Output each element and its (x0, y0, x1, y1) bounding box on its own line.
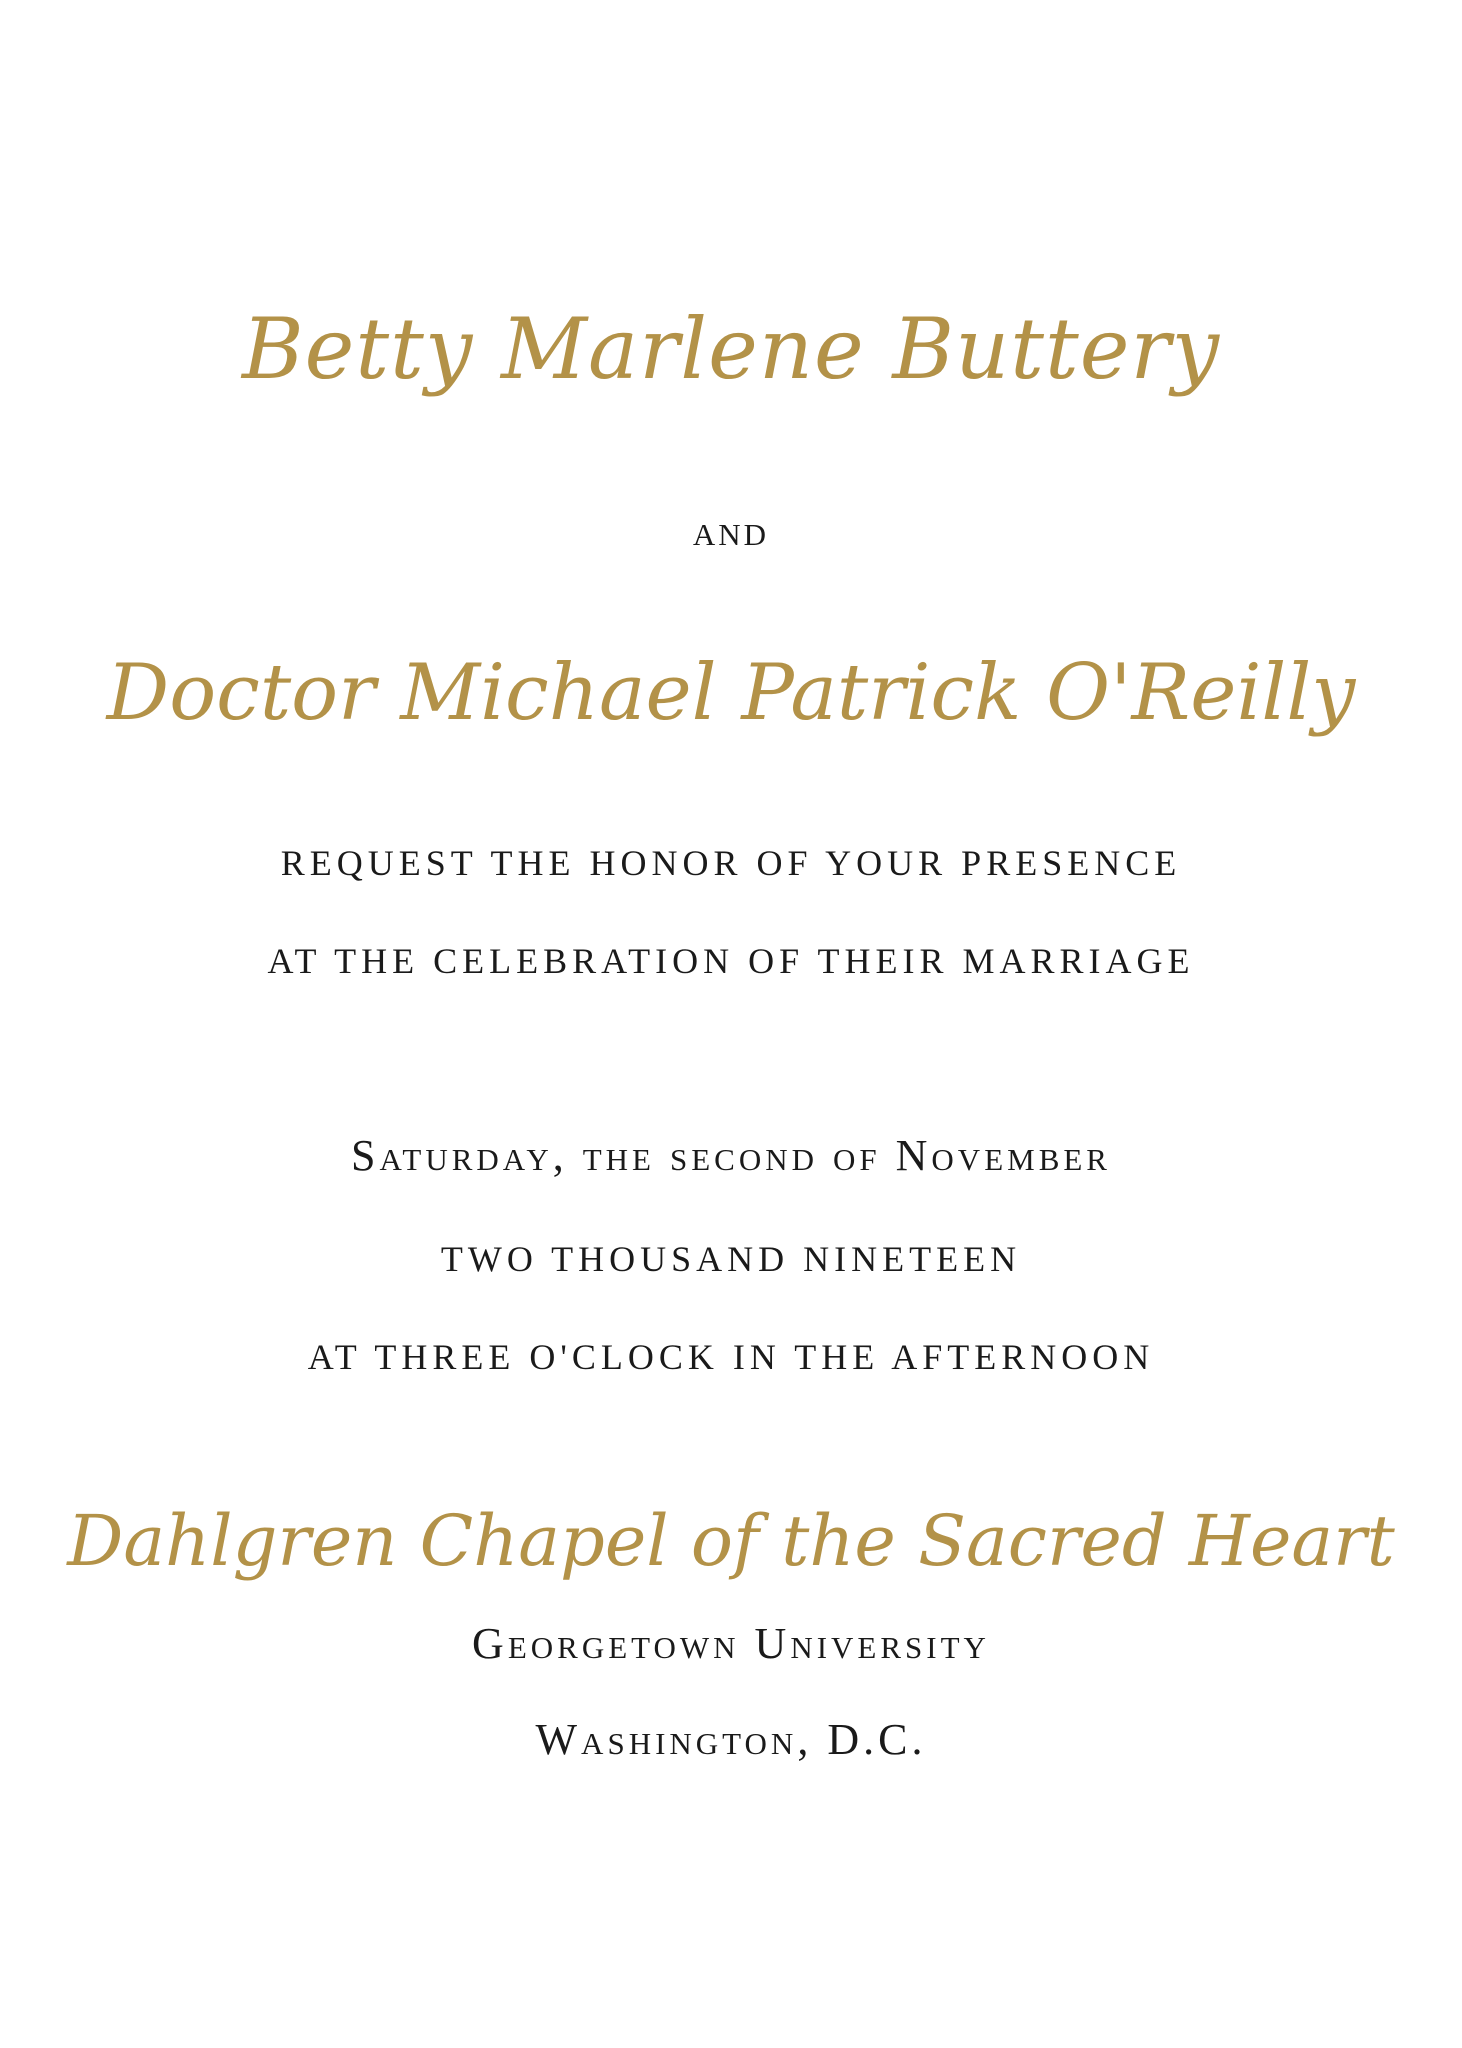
conjunction-and: AND (692, 517, 770, 552)
venue-institution: Georgetown University (472, 1619, 990, 1668)
request-line-1: REQUEST THE HONOR OF YOUR PRESENCE (280, 843, 1182, 883)
year-line: TWO THOUSAND NINETEEN (440, 1239, 1022, 1279)
bride-name: Betty Marlene Buttery (241, 300, 1221, 398)
time-line: AT THREE O'CLOCK IN THE AFTERNOON (307, 1337, 1155, 1377)
venue-name: Dahlgren Chapel of the Sacred Heart (67, 1500, 1395, 1582)
date-line: Saturday, the second of November (351, 1131, 1111, 1180)
venue-city: Washington, D.C. (535, 1715, 927, 1764)
request-line-2: AT THE CELEBRATION OF THEIR MARRIAGE (267, 941, 1195, 981)
groom-name: Doctor Michael Patrick O'Reilly (106, 648, 1356, 738)
